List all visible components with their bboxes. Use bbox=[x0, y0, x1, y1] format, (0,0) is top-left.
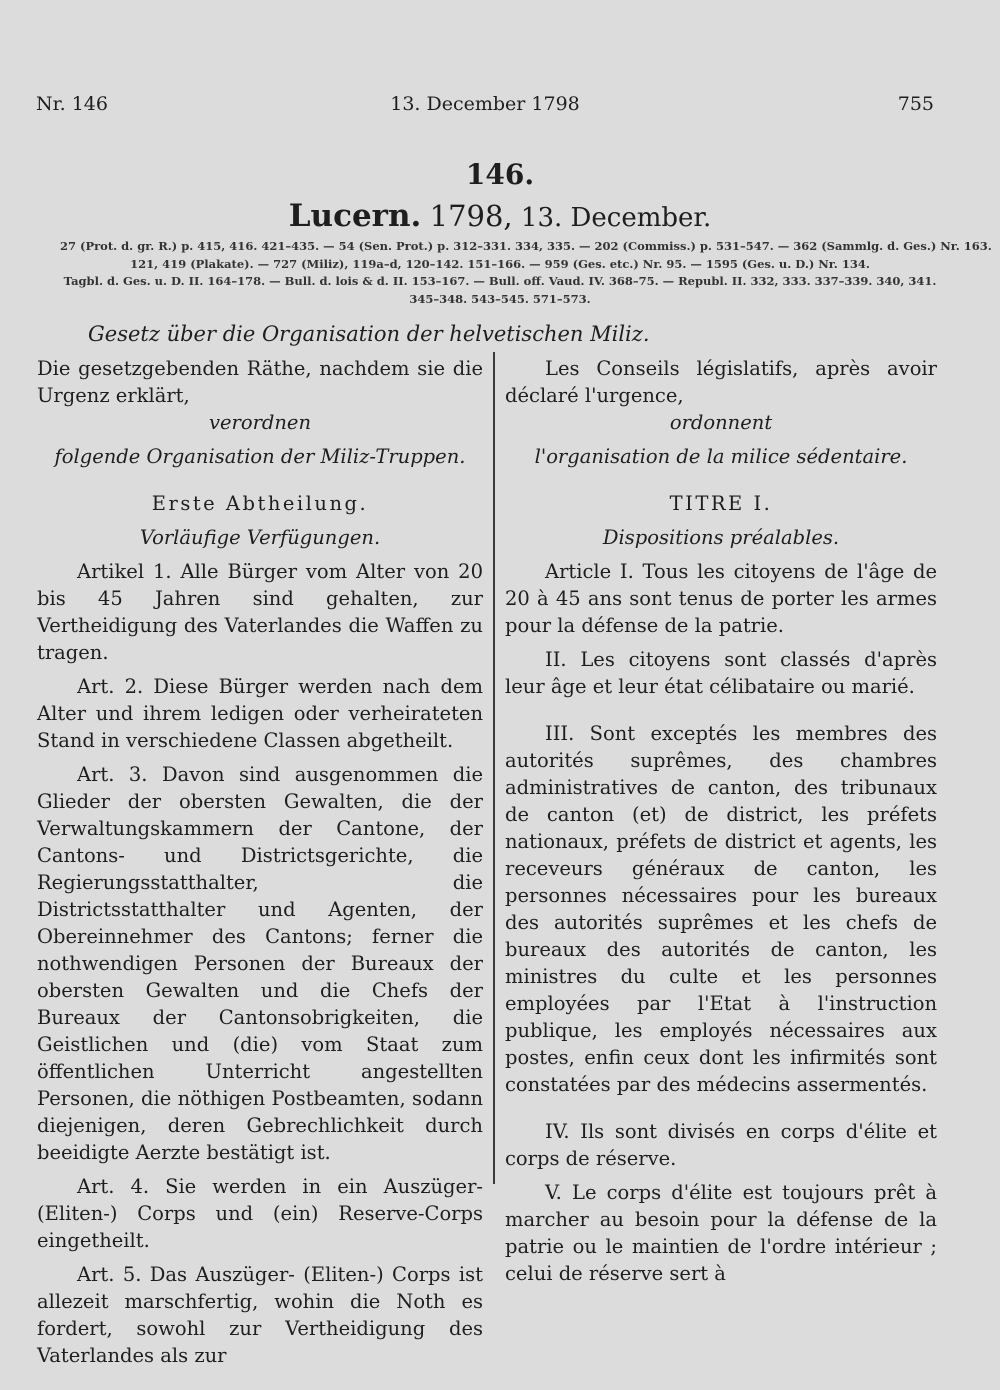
article-5: Art. 5. Das Auszüger- (Eliten-) Corps ist allezeit marschfertig, wohin die Noth es fordert, sowohl zur Vertheidigung des Vaterlandes als zur bbox=[37, 1263, 483, 1367]
reference-line: 121, 419 (Plakate). — 727 (Miliz), 119a–d, 120–142. 151–166. — 959 (Ges. etc.) Nr. 95. — 1595 (Ges. u. D.) Nr. 134. bbox=[130, 256, 870, 271]
section-subtitle: Dispositions préalables. bbox=[602, 526, 840, 549]
article-1: Artikel 1. Alle Bürger vom Alter von 20 bis 45 Jahren sind gehalten, zur Vertheidigung des Vaterlandes die Waffen zu tragen. bbox=[37, 560, 483, 664]
decree-object: folgende Organisation der Miliz-Truppen. bbox=[54, 445, 466, 468]
running-head bbox=[36, 93, 934, 123]
article-4: IV. Ils sont divisés en corps d'élite et corps de réserve. bbox=[505, 1120, 937, 1170]
preamble: Les Conseils législatifs, après avoir déclaré l'urgence, bbox=[505, 357, 937, 407]
document-date: 13. December. bbox=[520, 203, 712, 233]
date-header: 13. December 1798 bbox=[390, 93, 580, 115]
reference-line: 345–348. 543–545. 571–573. bbox=[409, 291, 591, 306]
column-divider bbox=[493, 352, 495, 1184]
document-year: 1798, bbox=[429, 199, 513, 233]
french-column bbox=[505, 355, 937, 1287]
section-heading: Erste Abtheilung. bbox=[151, 492, 369, 515]
document-place: Lucern. bbox=[288, 198, 422, 234]
law-title: Gesetz über die Organisation der helvetischen Miliz. bbox=[88, 322, 650, 346]
section-heading: TITRE I. bbox=[669, 492, 773, 515]
article-2: II. Les citoyens sont classés d'après leur âge et leur état célibataire ou marié. bbox=[505, 648, 937, 698]
article-3: III. Sont exceptés les membres des autorités suprêmes, des chambres administratives de canton, des tribunaux de canton (et) de district, les préfets nationaux, préfets de district et agents, les receveurs généraux de canton, les personnes nécessaires pour les bureaux des autorités suprêmes et les chefs de bureaux des autorités de canton, les ministres du culte et les personnes employées par l'Etat à l'instruction publique, les employés nécessaires aux postes, enfin ceux dont les infirmités sont constatées par des médecins assermentés. bbox=[505, 722, 937, 1096]
section-subtitle: Vorläufige Verfügungen. bbox=[139, 526, 381, 549]
article-5: V. Le corps d'élite est toujours prêt à marcher au besoin pour la défense de la patrie ou le maintien de l'ordre intérieur ; celui de réserve sert à bbox=[505, 1181, 937, 1285]
document-number: 146. bbox=[465, 158, 535, 191]
reference-line: 27 (Prot. d. gr. R.) p. 415, 416. 421–435. — 54 (Sen. Prot.) p. 312–331. 334, 335. — 202 (Commiss.) p. 531–547. — 362 (Sammlg. d. Ges.) Nr. 163. bbox=[60, 239, 992, 253]
article-3: Art. 3. Davon sind ausgenommen die Glieder der obersten Gewalten, die der Verwaltungskammern der Cantone, der Cantons- und Districtsgerichte, die Regierungsstatthalter, die Districtsstatthalter und Agenten, der Obereinnehmer des Cantons; ferner die nothwendigen Personen der Bureaux der obersten Gewalten und die Chefs der Bureaux der Cantonsobrigkeiten, die Geistlichen und (die) vom Staat zum öffentlichen Unterricht angestellten Personen, die nöthigen Postbeamten, sodann diejenigen, deren Gebrechlichkeit durch beeidigte Aerzte bestätigt ist. bbox=[37, 763, 483, 1164]
reference-line: Tagbl. d. Ges. u. D. II. 164–178. — Bull. d. lois & d. II. 153–167. — Bull. off. Vaud. IV. 368–75. — Republ. II. 332, 333. 337–339. 340, 341. bbox=[63, 274, 937, 288]
document-title bbox=[0, 198, 1000, 234]
preamble: Die gesetzgebenden Räthe, nachdem sie die Urgenz erklärt, bbox=[37, 357, 483, 407]
article-2: Art. 2. Diese Bürger werden nach dem Alter und ihrem ledigen oder verheirateten Stand in verschiedene Classen abgetheilt. bbox=[37, 675, 483, 752]
article-1: Article I. Tous les citoyens de l'âge de 20 à 45 ans sont tenus de porter les armes pour la défense de la patrie. bbox=[505, 560, 937, 637]
decree: verordnen bbox=[208, 411, 312, 434]
german-column bbox=[37, 355, 483, 1369]
document-number-header: Nr. 146 bbox=[36, 93, 108, 115]
source-references bbox=[60, 238, 992, 308]
decree-object: l'organisation de la milice sédentaire. bbox=[534, 445, 908, 468]
article-4: Art. 4. Sie werden in ein Auszüger- (Eliten-) Corps und (ein) Reserve-Corps eingetheilt. bbox=[37, 1175, 483, 1252]
page-number: 755 bbox=[897, 93, 934, 115]
decree: ordonnent bbox=[669, 411, 773, 434]
